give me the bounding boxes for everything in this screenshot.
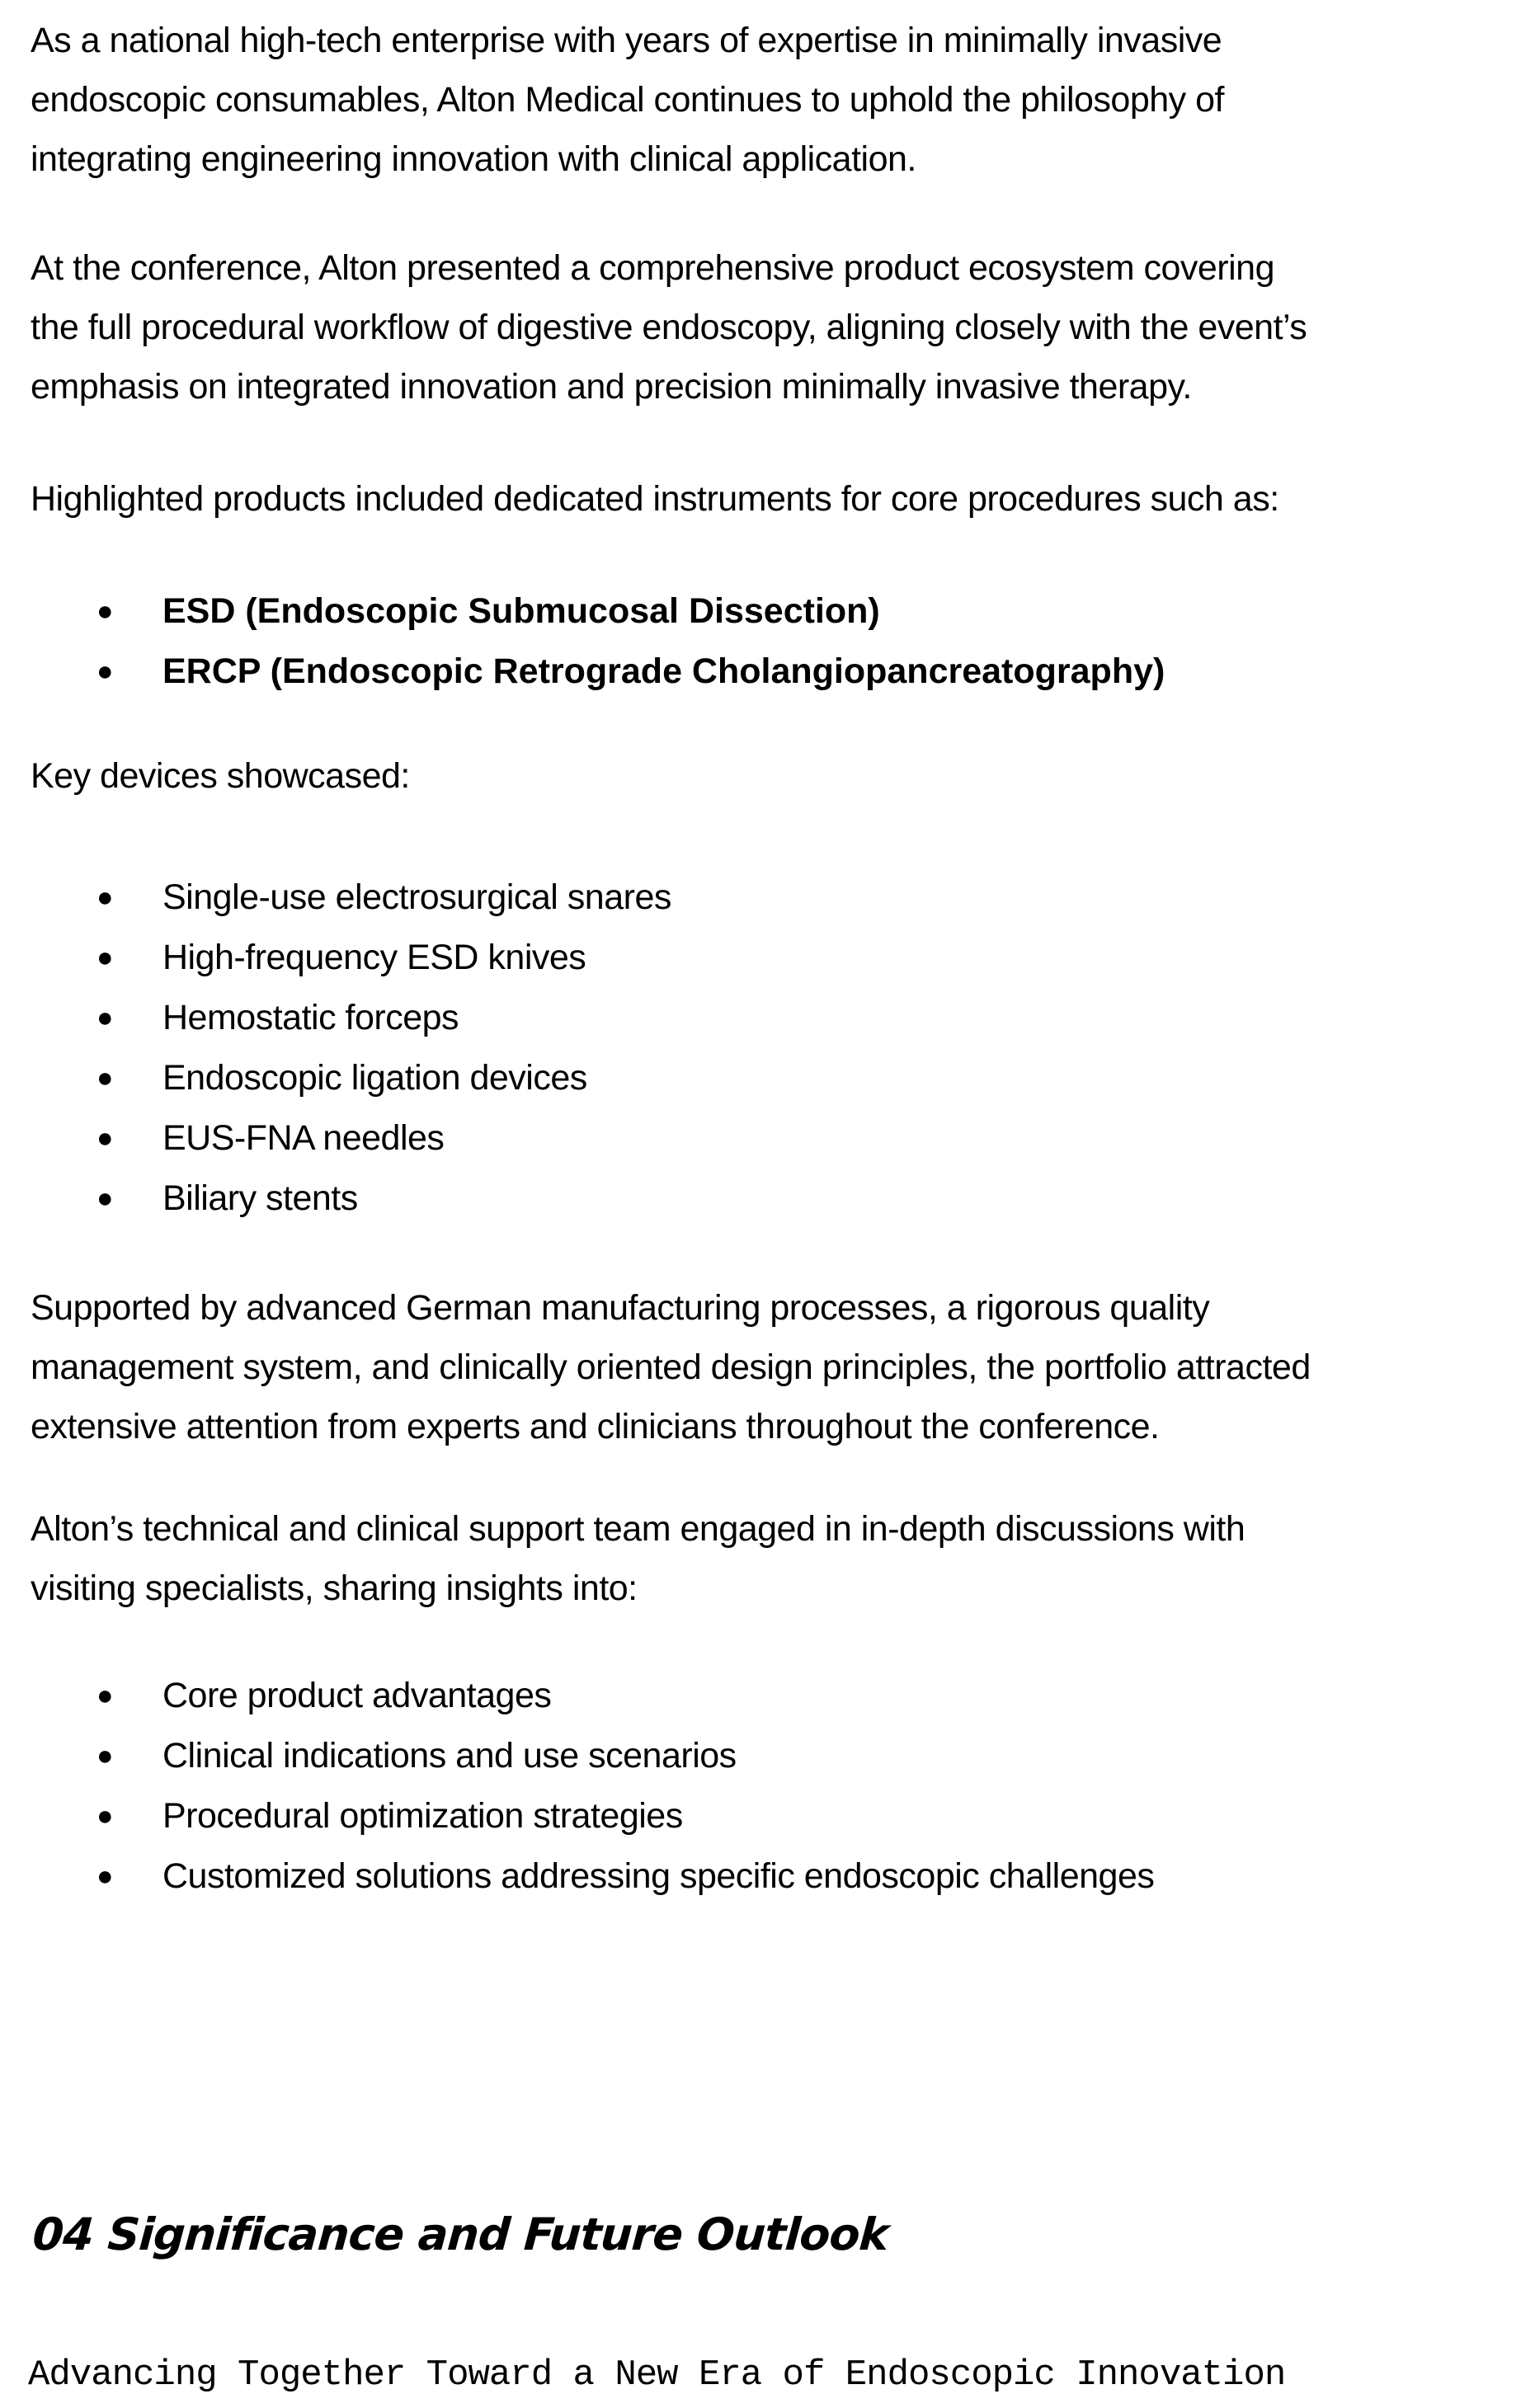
bullet-icon: ● xyxy=(97,1062,114,1093)
list-item xyxy=(31,642,1490,702)
bullet-list-insights xyxy=(31,1666,1490,1907)
list-item-text: ERCP (Endoscopic Retrograde Cholangiopancreatography) xyxy=(162,651,1165,691)
paragraph-line: endoscopic consumables, Alton Medical continues to uphold the philosophy of xyxy=(31,80,1224,120)
list-item xyxy=(31,581,1490,642)
list-item-text: Single-use electrosurgical snares xyxy=(162,877,671,917)
bullet-list-procedures xyxy=(31,581,1490,702)
list-item xyxy=(31,1726,1490,1786)
list-item xyxy=(31,868,1490,928)
list-item-text: Clinical indications and use scenarios xyxy=(162,1736,737,1775)
paragraph-line: Supported by advanced German manufacturing processes, a rigorous quality xyxy=(31,1288,1210,1328)
list-item xyxy=(31,988,1490,1048)
body-paragraph xyxy=(31,11,1490,189)
paragraph-line: Alton’s technical and clinical support team engaged in in-depth discussions with xyxy=(31,1509,1246,1549)
bullet-icon: ● xyxy=(97,1860,114,1892)
list-item xyxy=(31,928,1490,988)
body-paragraph xyxy=(31,1499,1490,1618)
list-item-text: Biliary stents xyxy=(162,1178,358,1218)
body-paragraph xyxy=(31,746,1490,806)
section-subtitle: Advancing Together Toward a New Era of Endoscopic Innovation xyxy=(28,2354,1286,2396)
bullet-icon: ● xyxy=(97,1183,114,1214)
paragraph-line: extensive attention from experts and clinicians throughout the conference. xyxy=(31,1407,1160,1446)
bullet-icon: ● xyxy=(97,1122,114,1154)
bullet-icon: ● xyxy=(97,595,114,627)
body-paragraph xyxy=(31,469,1490,529)
bullet-icon: ● xyxy=(97,1800,114,1832)
list-item-text: Hemostatic forceps xyxy=(162,998,459,1037)
list-item-text: Procedural optimization strategies xyxy=(162,1796,683,1836)
paragraph-line: Key devices showcased: xyxy=(31,756,410,796)
bullet-icon: ● xyxy=(97,882,114,913)
paragraph-line: Highlighted products included dedicated instruments for core procedures such as: xyxy=(31,479,1279,519)
bullet-icon: ● xyxy=(97,942,114,973)
list-item-text: EUS-FNA needles xyxy=(162,1118,445,1158)
body-paragraph xyxy=(31,238,1490,416)
paragraph-line: At the conference, Alton presented a comprehensive product ecosystem covering xyxy=(31,248,1274,288)
list-item xyxy=(31,1846,1490,1907)
list-item-text: Core product advantages xyxy=(162,1676,552,1715)
list-item xyxy=(31,1169,1490,1229)
list-item xyxy=(31,1786,1490,1846)
paragraph-line: integrating engineering innovation with clinical application. xyxy=(31,139,916,179)
body-paragraph xyxy=(31,1278,1490,1456)
list-item xyxy=(31,1108,1490,1169)
bullet-icon: ● xyxy=(97,656,114,687)
list-item xyxy=(31,1048,1490,1108)
bullet-icon: ● xyxy=(97,1740,114,1771)
paragraph-line: the full procedural workflow of digestive endoscopy, aligning closely with the event’s xyxy=(31,308,1307,347)
bullet-list-devices xyxy=(31,868,1490,1229)
paragraph-line: management system, and clinically oriented design principles, the portfolio attracted xyxy=(31,1347,1311,1387)
section-heading: 04 Significance and Future Outlook xyxy=(31,2208,890,2260)
bullet-icon: ● xyxy=(97,1002,114,1033)
bullet-icon: ● xyxy=(97,1680,114,1711)
paragraph-line: visiting specialists, sharing insights into: xyxy=(31,1568,638,1608)
paragraph-line: emphasis on integrated innovation and precision minimally invasive therapy. xyxy=(31,367,1192,407)
list-item-text: High-frequency ESD knives xyxy=(162,938,586,977)
paragraph-line: As a national high-tech enterprise with years of expertise in minimally invasive xyxy=(31,21,1222,60)
list-item-text: ESD (Endoscopic Submucosal Dissection) xyxy=(162,591,880,631)
list-item-text: Endoscopic ligation devices xyxy=(162,1058,587,1098)
list-item xyxy=(31,1666,1490,1726)
list-item-text: Customized solutions addressing specific endoscopic challenges xyxy=(162,1856,1155,1896)
